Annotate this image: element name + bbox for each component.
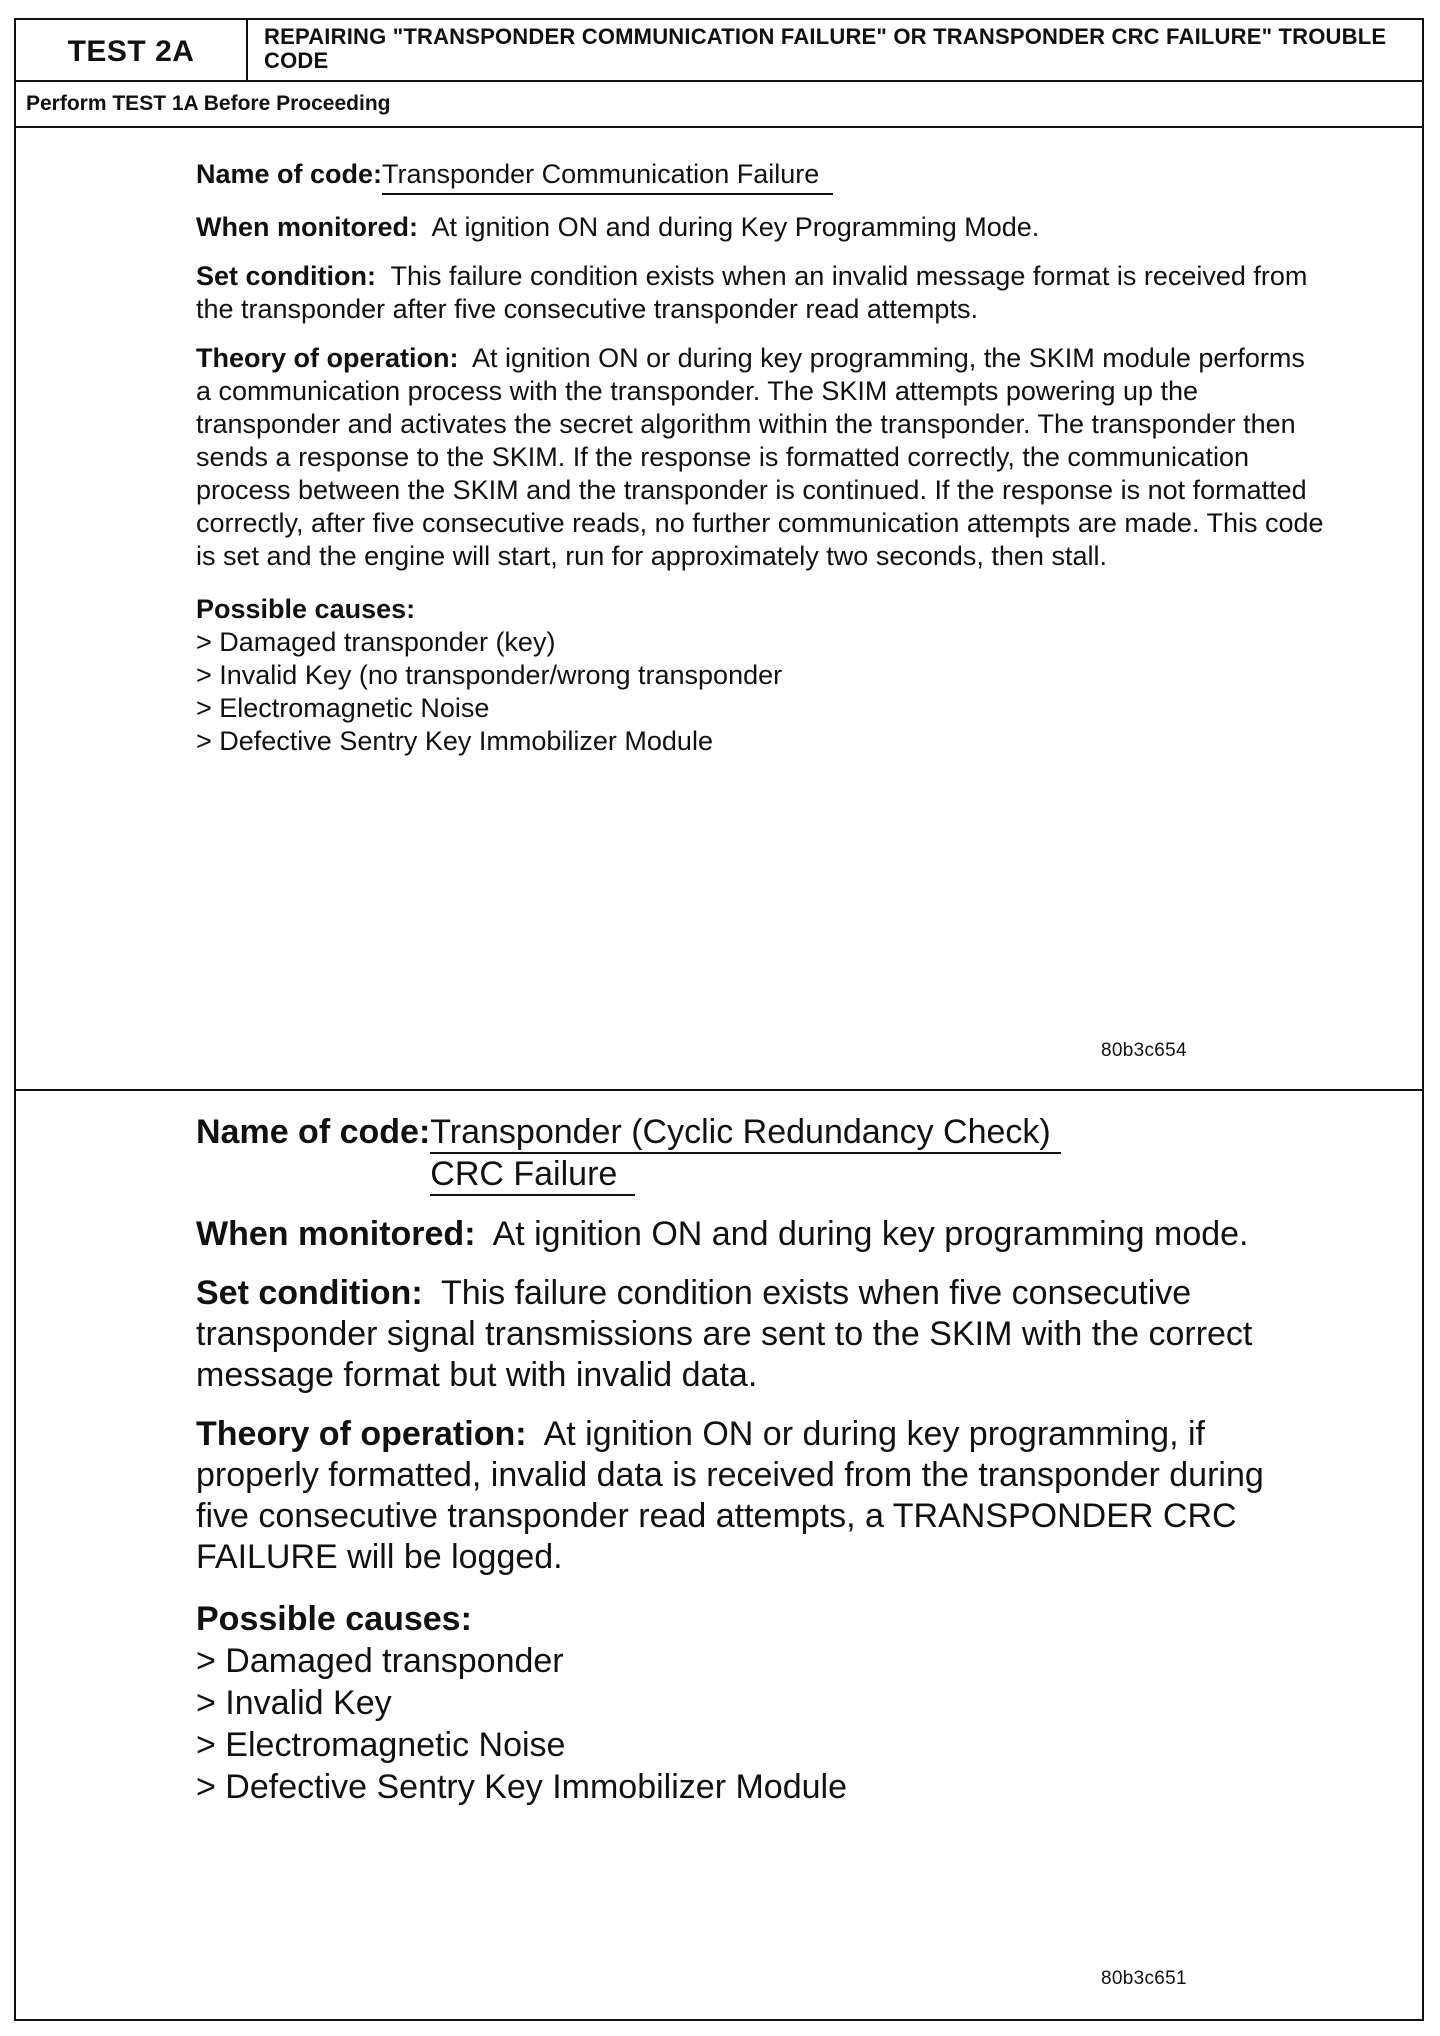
theory-row [196, 1414, 1326, 1578]
cause-item: > Defective Sentry Key Immobilizer Module [196, 726, 713, 756]
possible-causes-label: Possible causes: [196, 594, 416, 624]
cause-item: > Electromagnetic Noise [196, 693, 490, 723]
test-procedure-frame [14, 18, 1424, 2021]
test-header [16, 20, 1422, 82]
when-monitored-label: When monitored: [196, 1215, 476, 1253]
cause-item: > Damaged transponder [196, 1642, 564, 1680]
code-name-label: Name of code: [196, 159, 383, 189]
figure-reference-code: 80b3c654 [1101, 1040, 1187, 1061]
cause-item: > Invalid Key (no transponder/wrong transponder [196, 660, 783, 690]
cause-item: > Defective Sentry Key Immobilizer Module [196, 1768, 847, 1806]
set-condition-value: This failure condition exists when five consecutive transponder signal transmissions are sent to the SKIM with the correct message format but with invalid data. [196, 1274, 1253, 1394]
theory-label: Theory of operation: [196, 1415, 527, 1453]
set-condition-label: Set condition: [196, 1274, 423, 1312]
theory-value: At ignition ON or during key programming, if properly formatted, invalid data is received from the transponder during five consecutive transponder read attempts, a TRANSPONDER CRC FAILURE will be logged. [196, 1415, 1264, 1576]
when-monitored-value: At ignition ON and during Key Programming Mode. [431, 212, 1040, 242]
code-name-value-line1: Transponder (Cyclic Redundancy Check) [430, 1112, 1060, 1154]
theory-label: Theory of operation: [196, 343, 459, 373]
code-name-row [196, 1112, 1326, 1196]
possible-causes-label: Possible causes: [196, 1600, 472, 1638]
section-divider [16, 1089, 1422, 1091]
theory-row [196, 342, 1326, 573]
section-communication-failure [196, 158, 1326, 758]
when-monitored-row [196, 1214, 1326, 1255]
when-monitored-label: When monitored: [196, 212, 418, 242]
code-name-row [196, 158, 1326, 195]
when-monitored-value: At ignition ON and during key programming mode. [492, 1215, 1249, 1253]
figure-reference-code: 80b3c651 [1101, 1968, 1187, 1989]
code-name-value: Transponder Communication Failure [382, 158, 833, 195]
code-name-value-line2: CRC Failure [430, 1154, 635, 1196]
code-name-label: Name of code: [196, 1113, 431, 1151]
when-monitored-row [196, 211, 1326, 244]
set-condition-row [196, 1273, 1326, 1396]
possible-causes [196, 593, 1326, 758]
cause-item: > Invalid Key [196, 1684, 392, 1722]
section-crc-failure [196, 1112, 1326, 1808]
set-condition-label: Set condition: [196, 261, 376, 291]
test-label: TEST 2A [16, 20, 248, 80]
possible-causes [196, 1598, 1326, 1808]
test-title: REPAIRING "TRANSPONDER COMMUNICATION FAILURE" OR TRANSPONDER CRC FAILURE" TROUBLE CODE [264, 24, 1387, 73]
code-name-value [430, 1112, 1060, 1196]
theory-value: At ignition ON or during key programming, the SKIM module performs a communication process with the transponder. The SKIM attempts powering up the transponder and activates the secret algorithm within the transponder. The transponder then sends a response to the SKIM. If the response is formatted correctly, the communication process between the SKIM and the transponder is continued. If the response is not formatted correctly, after five consecutive reads, no further communication attempts are made. This code is set and the engine will start, run for approximately two seconds, then stall. [196, 343, 1324, 571]
set-condition-row [196, 260, 1326, 326]
cause-item: > Damaged transponder (key) [196, 627, 556, 657]
test-prerequisite: Perform TEST 1A Before Proceeding [16, 82, 1422, 128]
cause-item: > Electromagnetic Noise [196, 1726, 566, 1764]
set-condition-value: This failure condition exists when an invalid message format is received from the transponder after five consecutive transponder read attempts. [196, 261, 1308, 324]
